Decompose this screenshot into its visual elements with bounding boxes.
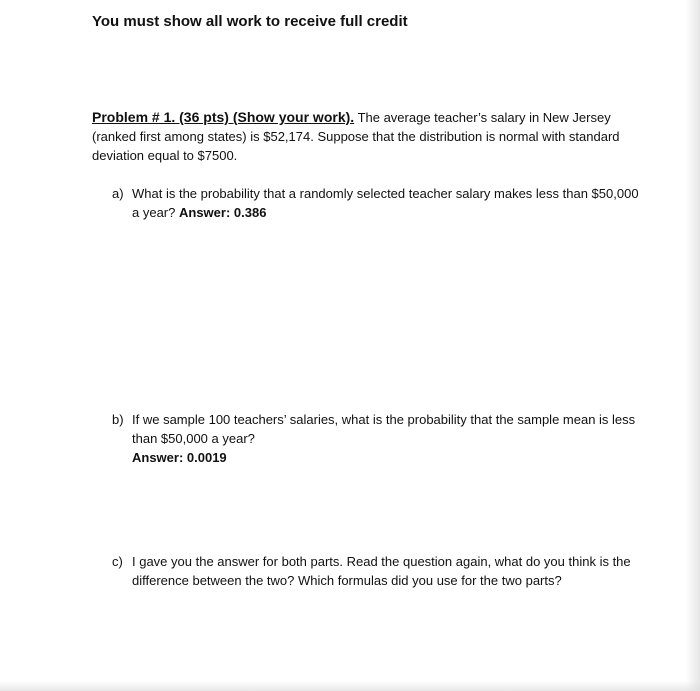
problem-statement: The average teacher’s salary in New Jersey (ranked first among states) is $52,174. Suppose that the distribution is normal with standard deviation equal to $7500. (92, 110, 620, 163)
part-label: a) (112, 186, 124, 201)
part-question: What is the probability that a randomly selected teacher salary makes less than $50,000 a year? (132, 186, 639, 220)
part-question: If we sample 100 teachers’ salaries, what is the probability that the sample mean is less than $50,000 a year? (132, 412, 636, 446)
part-b (112, 410, 642, 467)
part-a (112, 184, 642, 222)
page-edge-shadow (686, 0, 700, 691)
part-body (132, 410, 642, 467)
instructions-header: You must show all work to receive full credit (92, 13, 408, 30)
part-label: c) (112, 554, 123, 569)
part-c (112, 552, 642, 590)
part-body (132, 184, 642, 222)
part-answer: Answer: 0.0019 (132, 450, 227, 465)
part-label: b) (112, 412, 124, 427)
problem-1 (92, 108, 652, 165)
part-body (132, 552, 642, 590)
problem-heading: Problem # 1. (36 pts) (Show your work). (92, 109, 355, 125)
page-bottom-shadow (0, 681, 700, 691)
part-answer: Answer: 0.386 (179, 205, 267, 220)
part-question: I gave you the answer for both parts. Read the question again, what do you think is the difference between the two? Which formulas did you use for the two parts? (132, 554, 631, 588)
